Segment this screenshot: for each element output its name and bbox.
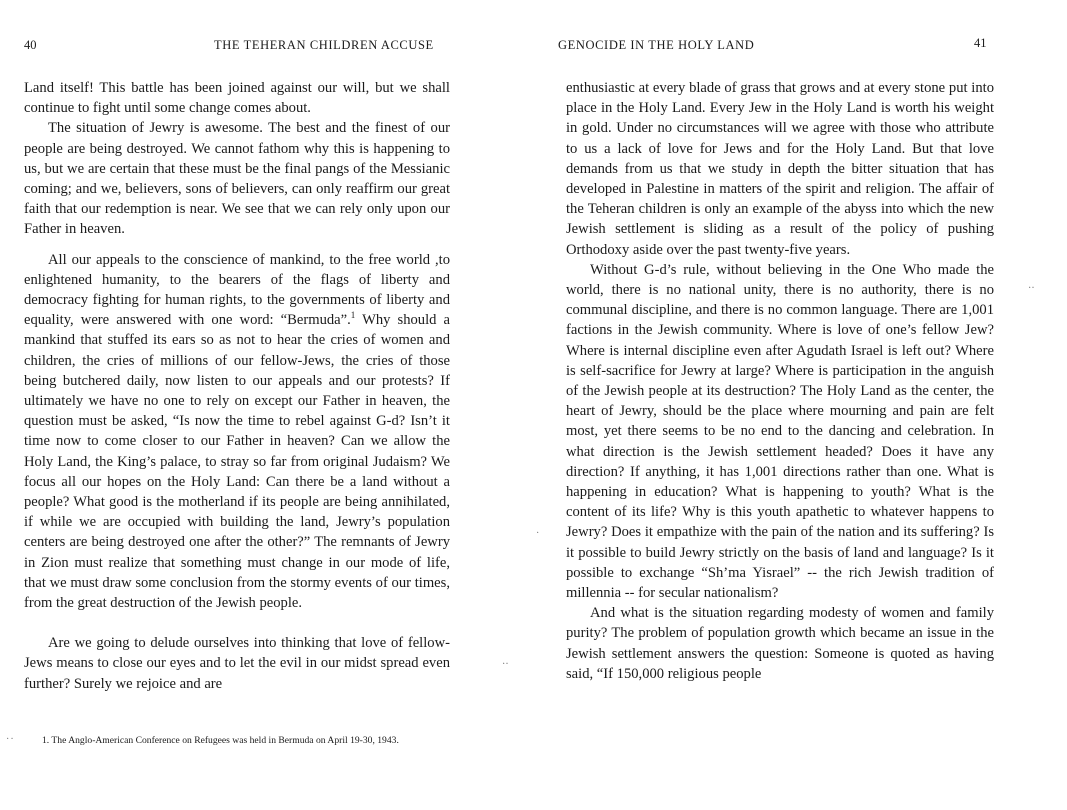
scan-speck: ··	[6, 734, 15, 745]
paragraph: enthusiastic at every blade of grass that grows and at every stone put into place in the Holy Land. Every Jew in the Holy Land is worth his weight in gold. Under no circumstances will we agree with those who attribute to us a lack of love for Jews and for the Holy Land. But that love demands from us that we study in depth the bitter situation that has developed in Palestine in matters of the spirit and religion. The affair of the Teheran children is only an example of the abyss into which the new Jewish settlement is sliding as a result of the policy of pushing Orthodoxy aside over the past twenty-five years.	[566, 80, 994, 258]
paragraph: Are we going to delude ourselves into thinking that love of fellow-Jews means to close our eyes and to let the evil in our midst spread even further? Surely we rejoice and are	[24, 635, 450, 692]
paragraph-text: Why should a mankind that stuffed its ears so as not to hear the cries of women and children, the cries of millions of our fellow-Jews, the cries of those being butchered daily, now listen to our appeals and our protests? If ultimately we have no one to rely on except our Father in heaven, the question must be asked, “Is now the time to rebel against G-d? Isn’t it time now to come closer to our Father in heaven? Can we allow the Holy Land, the King’s palace, to stray so far from original Judaism? We focus all our hopes on the Holy Land: Can there be a land without a people? What good is the motherland if its people are being annihilated, if while we are occupied with building the land, Jewry’s population centers are being destroyed one after the other?” The remnants of Jewry in Zion must realize that something must change in our mode of life, that we must draw some conclusion from the stormy events of our times, from the great destruction of the Jewish people.	[24, 312, 450, 612]
left-page	[0, 0, 520, 810]
footnote-reference: 1	[350, 310, 356, 321]
paragraph	[24, 250, 450, 614]
page-number: 41	[974, 36, 987, 50]
running-header: THE TEHERAN CHILDREN ACCUSE	[214, 38, 434, 52]
left-page-body	[24, 78, 450, 694]
scan-speck: ·	[536, 528, 541, 539]
right-page-body	[566, 78, 994, 684]
footnote	[24, 734, 450, 748]
right-page	[540, 0, 1067, 810]
paragraph: And what is the situation regarding modesty of women and family purity? The problem of population growth which became an issue in the Jewish settlement answers the question: Someone is quoted as having said, “If 150,000 religious people	[566, 605, 994, 682]
scan-speck: ‥	[502, 656, 510, 667]
footnote-text: 1. The Anglo-American Conference on Refugees was held in Bermuda on April 19-30, 1943.	[42, 735, 399, 746]
page-number: 40	[24, 38, 37, 52]
running-header: GENOCIDE IN THE HOLY LAND	[558, 38, 755, 52]
scan-speck: ‥	[1028, 280, 1036, 291]
paragraph-text: All our appeals to the conscience of mankind, to the free world ,to enlightened humanity, to the bearers of the flags of liberty and democracy fighting for human rights, to the governments of liberty and equality, were answered with one word: “Bermuda”.	[24, 251, 450, 329]
paragraph: Without G-d’s rule, without believing in the One Who made the world, there is no national unity, there is no authority, there is no communal discipline, and there is no common language. There are 1,001 factions in the Jewish community. Where is love of one’s fellow Jew? Where is internal discipline even after Agudath Israel is left out? Where is self-sacrifice for Jewry at large? Where is participation in the anguish of the Jewish people at its destruction? The Holy Land as the center, the heart of Jewry, should be the place where mourning and pain are felt most, yet there seems to be no end to the dancing and celebration. In what direction is the Jewish settlement headed? Does it have any direction? If anything, it has 1,001 directions rather than one. What is happening in education? What is happening to youth? What is the content of its life? Why is this youth apathetic to whatever happens to Jewry? Does it empathize with the pain of the nation and its suffering? Is it possible to build Jewry strictly on the basis of land and language? Is it possible to exchange “Sh’ma Yisrael” -- the rich Jewish tradition of millennia -- for secular nationalism?	[566, 261, 994, 602]
paragraph: Land itself! This battle has been joined against our will, but we shall continue to fight until some change comes about.	[24, 80, 450, 117]
paragraph: The situation of Jewry is awesome. The best and the finest of our people are being destroyed. We cannot fathom why this is happening to us, but we are certain that these must be the final pangs of the Messianic coming; and we, believers, sons of believers, can only reaffirm our great faith that our redemption is near. We see that we can rely only upon our Father in heaven.	[24, 120, 450, 238]
